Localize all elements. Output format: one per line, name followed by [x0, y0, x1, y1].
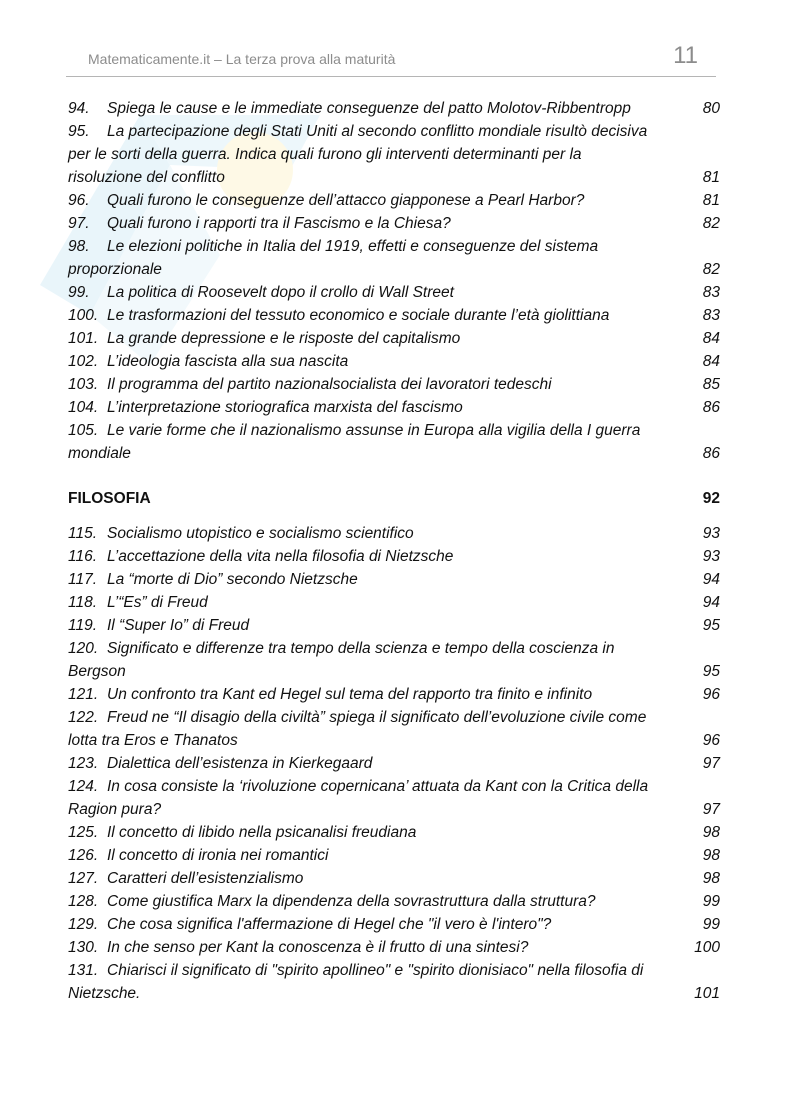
section-title: FILOSOFIA: [68, 490, 151, 507]
toc-entry-page: 95: [702, 617, 720, 634]
toc-entry-text: 130. In che senso per Kant la conoscenza è il frutto di una sintesi?: [68, 936, 720, 959]
toc-entry[interactable]: [68, 396, 720, 419]
toc-entry-page: 84: [702, 330, 720, 347]
toc-entry-text: 116. L’accettazione della vita nella filosofia di Nietzsche: [68, 545, 720, 568]
toc-entry-continuation: 97 Ragion pura?: [68, 798, 720, 821]
toc-entry-text: 124. In cosa consiste la ‘rivoluzione copernicana’ attuata da Kant con la Critica della: [68, 775, 720, 798]
toc-entry-number: 127.: [68, 870, 99, 887]
toc-entry[interactable]: [68, 545, 720, 568]
toc-entry[interactable]: [68, 752, 720, 775]
toc-entry[interactable]: [68, 614, 720, 637]
toc-entry-page: 86: [702, 399, 720, 416]
toc-entry-continuation: 81 risoluzione del conflitto: [68, 166, 720, 189]
toc-entry-page: 101: [694, 985, 720, 1002]
toc-entry-number: 120.: [68, 640, 99, 657]
toc-entry-number: 117.: [68, 571, 98, 588]
toc-entry-text: 105. Le varie forme che il nazionalismo assunse in Europa alla vigilia della I guerra: [68, 419, 720, 442]
toc-entry[interactable]: [68, 568, 720, 591]
toc-entry-text: 120. Significato e differenze tra tempo della scienza e tempo della coscienza in: [68, 637, 720, 660]
toc-entry-page: 82: [702, 261, 720, 278]
toc-entry-continuation: 86 mondiale: [68, 442, 720, 465]
toc-entry-text: 126. Il concetto di ironia nei romantici: [68, 844, 720, 867]
toc-entry[interactable]: [68, 522, 720, 545]
toc-entry-text: 131. Chiarisci il significato di "spirito apollineo" e "spirito dionisiaco" nella filosofia di: [68, 959, 720, 982]
toc-entry-text: 98. Le elezioni politiche in Italia del 1919, effetti e conseguenze del sistema: [68, 235, 720, 258]
toc-entry-page: 86: [702, 445, 720, 462]
toc-entry-number: 105.: [68, 422, 99, 439]
toc-entry-page: 85: [702, 376, 720, 393]
toc-entry-number: 130.: [68, 939, 99, 956]
toc-entry-number: 97.: [68, 215, 90, 232]
toc-entry-text: 117. La “morte di Dio” secondo Nietzsche: [68, 568, 720, 591]
toc-entry-number: 116.: [68, 548, 98, 565]
toc-entry-number: 124.: [68, 778, 99, 795]
toc-entry-text: 118. L’“Es” di Freud: [68, 591, 720, 614]
toc-entry-number: 101.: [68, 330, 99, 347]
toc-entry[interactable]: [68, 120, 720, 189]
toc-entry-number: 123.: [68, 755, 99, 772]
toc-entry-text: 103. Il programma del partito nazionalsocialista dei lavoratori tedeschi: [68, 373, 720, 396]
toc-entry-number: 103.: [68, 376, 99, 393]
toc-entry-number: 129.: [68, 916, 99, 933]
toc-entry-page: 80: [702, 100, 720, 117]
toc-entry-page: 93: [702, 548, 720, 565]
toc-entry-number: 100.: [68, 307, 99, 324]
toc-entry[interactable]: [68, 591, 720, 614]
toc-entry-page: 94: [702, 594, 720, 611]
storia-list: [68, 97, 720, 465]
toc-entry[interactable]: [68, 775, 720, 821]
toc-entry-number: 119.: [68, 617, 98, 634]
toc-entry[interactable]: [68, 683, 720, 706]
toc-entry[interactable]: [68, 706, 720, 752]
toc-entry[interactable]: [68, 959, 720, 1005]
toc-entry-text: 96. Quali furono le conseguenze dell’attacco giapponese a Pearl Harbor?: [68, 189, 720, 212]
toc-entry-page: 81: [702, 192, 720, 209]
toc-entry-text: 95. La partecipazione degli Stati Uniti al secondo conflitto mondiale risultò decisiva: [68, 120, 720, 143]
toc-entry-number: 118.: [68, 594, 98, 611]
toc-entry-page: 100: [694, 939, 720, 956]
header-title: Matematicamente.it – La terza prova alla maturità: [88, 51, 396, 67]
toc-entry-number: 122.: [68, 709, 99, 726]
toc-entry-number: 94.: [68, 100, 90, 117]
toc-entry[interactable]: [68, 327, 720, 350]
toc-entry-page: 83: [702, 307, 720, 324]
toc-entry-number: 125.: [68, 824, 99, 841]
toc-entry-number: 102.: [68, 353, 99, 370]
filosofia-list: [68, 522, 720, 1005]
toc-entry-text: 100. Le trasformazioni del tessuto economico e sociale durante l’età giolittiana: [68, 304, 720, 327]
toc-entry[interactable]: [68, 212, 720, 235]
toc-entry-number: 128.: [68, 893, 99, 910]
toc-entry[interactable]: [68, 281, 720, 304]
toc-entry-number: 104.: [68, 399, 99, 416]
toc-entry-text: 125. Il concetto di libido nella psicanalisi freudiana: [68, 821, 720, 844]
toc-entry-page: 95: [702, 663, 720, 680]
toc-entry-number: 99.: [68, 284, 90, 301]
page-number: 11: [673, 42, 698, 69]
toc-entry-text: 129. Che cosa significa l'affermazione di Hegel che "il vero è l'intero"?: [68, 913, 720, 936]
toc-entry-page: 98: [702, 870, 720, 887]
toc-entry-text: 122. Freud ne “Il disagio della civiltà” spiega il significato dell’evoluzione civile come: [68, 706, 720, 729]
toc-entry-text: 102. L’ideologia fascista alla sua nascita: [68, 350, 720, 373]
toc-entry-number: 115.: [68, 525, 98, 542]
toc-entry-text: 119. Il “Super Io” di Freud: [68, 614, 720, 637]
toc-entry[interactable]: [68, 419, 720, 465]
toc-entry[interactable]: [68, 235, 720, 281]
toc-entry[interactable]: [68, 890, 720, 913]
toc-entry-text: 97. Quali furono i rapporti tra il Fascismo e la Chiesa?: [68, 212, 720, 235]
toc-entry-number: 126.: [68, 847, 99, 864]
toc-entry[interactable]: [68, 936, 720, 959]
toc-entry-number: 121.: [68, 686, 99, 703]
toc-entry-page: 96: [702, 732, 720, 749]
toc-entry-page: 84: [702, 353, 720, 370]
toc-entry[interactable]: [68, 844, 720, 867]
toc-entry-page: 93: [702, 525, 720, 542]
page-header: [66, 42, 716, 77]
toc-entry-continuation: 82 proporzionale: [68, 258, 720, 281]
toc-entry-text: 115. Socialismo utopistico e socialismo scientifico: [68, 522, 720, 545]
toc-entry-page: 82: [702, 215, 720, 232]
toc-entry-continuation: 101 Nietzsche.: [68, 982, 720, 1005]
toc-entry[interactable]: [68, 867, 720, 890]
toc-entry-page: 99: [702, 916, 720, 933]
toc-entry-number: 96.: [68, 192, 90, 209]
toc-entry-page: 97: [702, 755, 720, 772]
toc-entry-page: 96: [702, 686, 720, 703]
toc-entry-text: 128. Come giustifica Marx la dipendenza della sovrastruttura dalla struttura?: [68, 890, 720, 913]
toc-entry-continuation: 95 Bergson: [68, 660, 720, 683]
toc-entry-text: 121. Un confronto tra Kant ed Hegel sul tema del rapporto tra finito e infinito: [68, 683, 720, 706]
toc-entry-number: 131.: [68, 962, 99, 979]
toc-entry-continuation: 96 lotta tra Eros e Thanatos: [68, 729, 720, 752]
toc-entry-page: 81: [702, 169, 720, 186]
toc-entry-page: 97: [702, 801, 720, 818]
toc-entry[interactable]: [68, 350, 720, 373]
toc-entry[interactable]: [68, 304, 720, 327]
table-of-contents: [68, 97, 720, 1005]
toc-entry[interactable]: [68, 821, 720, 844]
toc-entry-page: 98: [702, 824, 720, 841]
toc-entry-page: 99: [702, 893, 720, 910]
toc-entry[interactable]: [68, 373, 720, 396]
toc-entry-page: 83: [702, 284, 720, 301]
toc-entry-text: 104. L’interpretazione storiografica marxista del fascismo: [68, 396, 720, 419]
toc-entry-number: 95.: [68, 123, 90, 140]
toc-entry-text: 101. La grande depressione e le risposte del capitalismo: [68, 327, 720, 350]
toc-entry-number: 98.: [68, 238, 90, 255]
toc-entry-text: 94. Spiega le cause e le immediate conseguenze del patto Molotov-Ribbentropp: [68, 97, 720, 120]
section-page: 92: [702, 490, 720, 507]
toc-entry[interactable]: [68, 637, 720, 683]
toc-entry-text: 127. Caratteri dell’esistenzialismo: [68, 867, 720, 890]
toc-entry-page: 98: [702, 847, 720, 864]
toc-entry-page: 94: [702, 571, 720, 588]
toc-entry[interactable]: [68, 97, 720, 120]
toc-entry[interactable]: [68, 913, 720, 936]
toc-entry[interactable]: [68, 189, 720, 212]
toc-entry-continuation: per le sorti della guerra. Indica quali furono gli interventi determinanti per la: [68, 146, 582, 163]
toc-entry-text: 123. Dialettica dell’esistenza in Kierkegaard: [68, 752, 720, 775]
toc-entry-text: 99. La politica di Roosevelt dopo il crollo di Wall Street: [68, 281, 720, 304]
section-heading-filosofia[interactable]: [68, 487, 720, 510]
